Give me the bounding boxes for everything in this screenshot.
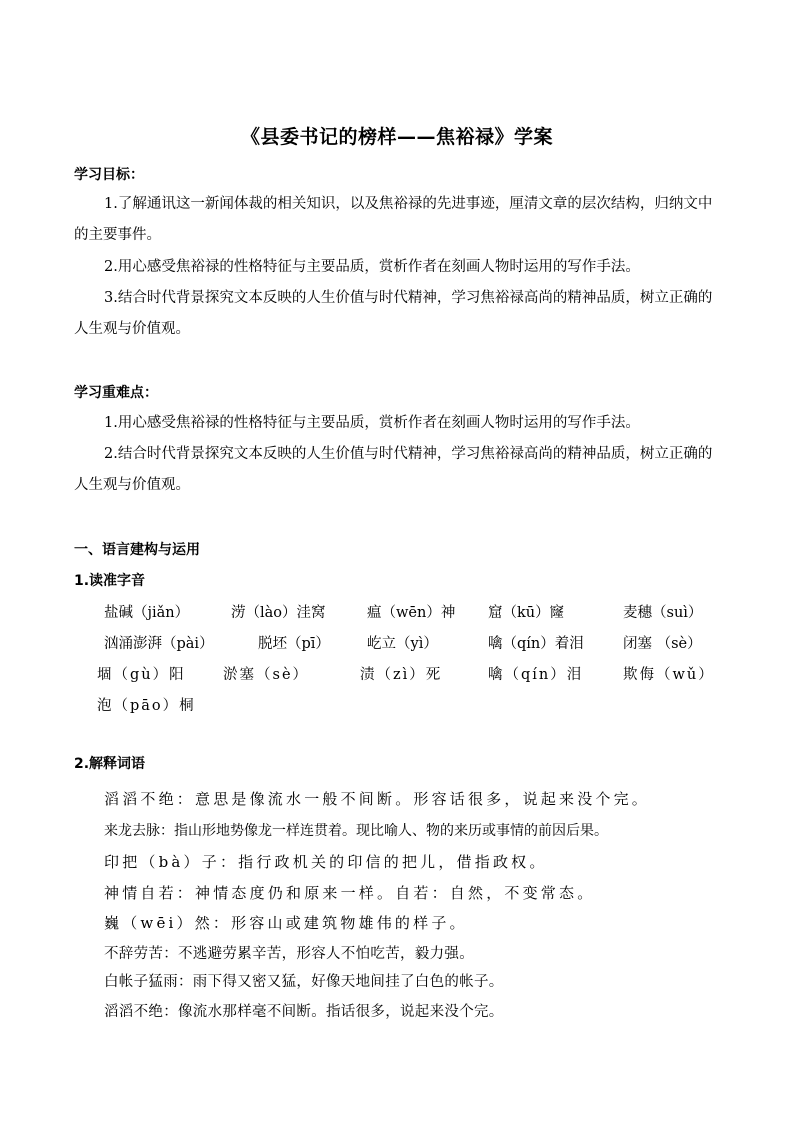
key-point-item-2: 2.结合时代背景探究文本反映的人生价值与时代精神，学习焦裕禄高尚的精神品质，树立正确的人生观与价值观。 [74, 446, 713, 493]
pronunciation-item: 淤塞（sè） [223, 667, 310, 683]
pronunciation-row [0, 694, 794, 718]
pronunciation-item: 噙（qín）泪 [488, 667, 584, 683]
objectives-heading: 学习目标： [74, 167, 144, 183]
key-point-item-1: 1.用心感受焦裕禄的性格特征与主要品质，赏析作者在刻画人物时运用的写作手法。 [104, 415, 640, 431]
vocabulary-item: 来龙去脉：指山形地势像龙一样连贯着。现比喻人、物的来历或事情的前因后果。 [104, 823, 608, 839]
pronunciation-item: 盐碱（jiǎn） [104, 605, 190, 621]
vocabulary-item: 滔滔不绝：像流水那样毫不间断。指话很多，说起来没个完。 [104, 1004, 504, 1020]
objective-item-3: 3.结合时代背景探究文本反映的人生价值与时代精神，学习焦裕禄高尚的精神品质，树立正确的人生观与价值观。 [74, 290, 713, 337]
pronunciation-item: 汹涌澎湃（pài） [104, 636, 214, 652]
pronunciation-item: 窟（kū）窿 [488, 605, 565, 621]
pronunciation-item: 涝（lào）洼窝 [231, 605, 326, 621]
pronunciation-item: 屹立（yì） [367, 636, 438, 652]
pronunciation-item: 麦穗（suì） [623, 605, 703, 621]
pronunciation-row [0, 632, 794, 656]
vocabulary-item: 印把（bà）子：指行政机关的印信的把儿，借指政权。 [104, 853, 548, 871]
key-points-heading: 学习重难点： [74, 385, 158, 401]
vocabulary-item: 不辞劳苦：不逃避劳累辛苦，形容人不怕吃苦，毅力强。 [104, 946, 474, 962]
pronunciation-row [0, 663, 794, 687]
section1-heading: 一、语言建构与运用 [74, 542, 200, 558]
vocabulary-item: 白帐子猛雨：雨下得又密又猛，好像天地间挂了白色的帐子。 [104, 974, 504, 990]
pronunciation-row [0, 601, 794, 625]
pronunciation-item: 脱坯（pī） [258, 636, 330, 652]
pronunciation-item: 泡（pāo）桐 [97, 698, 196, 714]
vocabulary-item: 滔滔不绝：意思是像流水一般不间断。形容话很多，说起来没个完。 [104, 790, 651, 808]
pronunciation-item: 渍（zì）死 [360, 667, 443, 683]
vocabulary-item: 巍（wēi）然：形容山或建筑物雄伟的样子。 [104, 914, 468, 932]
pronunciation-item: 闭塞 （sè） [623, 636, 702, 652]
pronunciation-item: 堌（gù）阳 [97, 667, 186, 683]
vocabulary-heading: 2.解释词语 [74, 756, 146, 772]
pronunciation-heading: 1.读准字音 [74, 573, 146, 589]
pronunciation-item: 噙（qín）着泪 [488, 636, 584, 652]
pronunciation-item: 欺侮（wǔ） [623, 667, 715, 683]
pronunciation-item: 瘟（wēn）神 [367, 605, 456, 621]
objective-item-2: 2.用心感受焦裕禄的性格特征与主要品质，赏析作者在刻画人物时运用的写作手法。 [104, 259, 640, 275]
vocabulary-item: 神情自若：神情态度仍和原来一样。自若：自然，不变常态。 [104, 884, 596, 902]
objective-item-1: 1.了解通讯这一新闻体裁的相关知识，以及焦裕禄的先进事迹，厘清文章的层次结构，归纳文中的主要事件。 [74, 196, 713, 243]
document-title: 《县委书记的榜样——焦裕禄》学案 [240, 126, 553, 148]
